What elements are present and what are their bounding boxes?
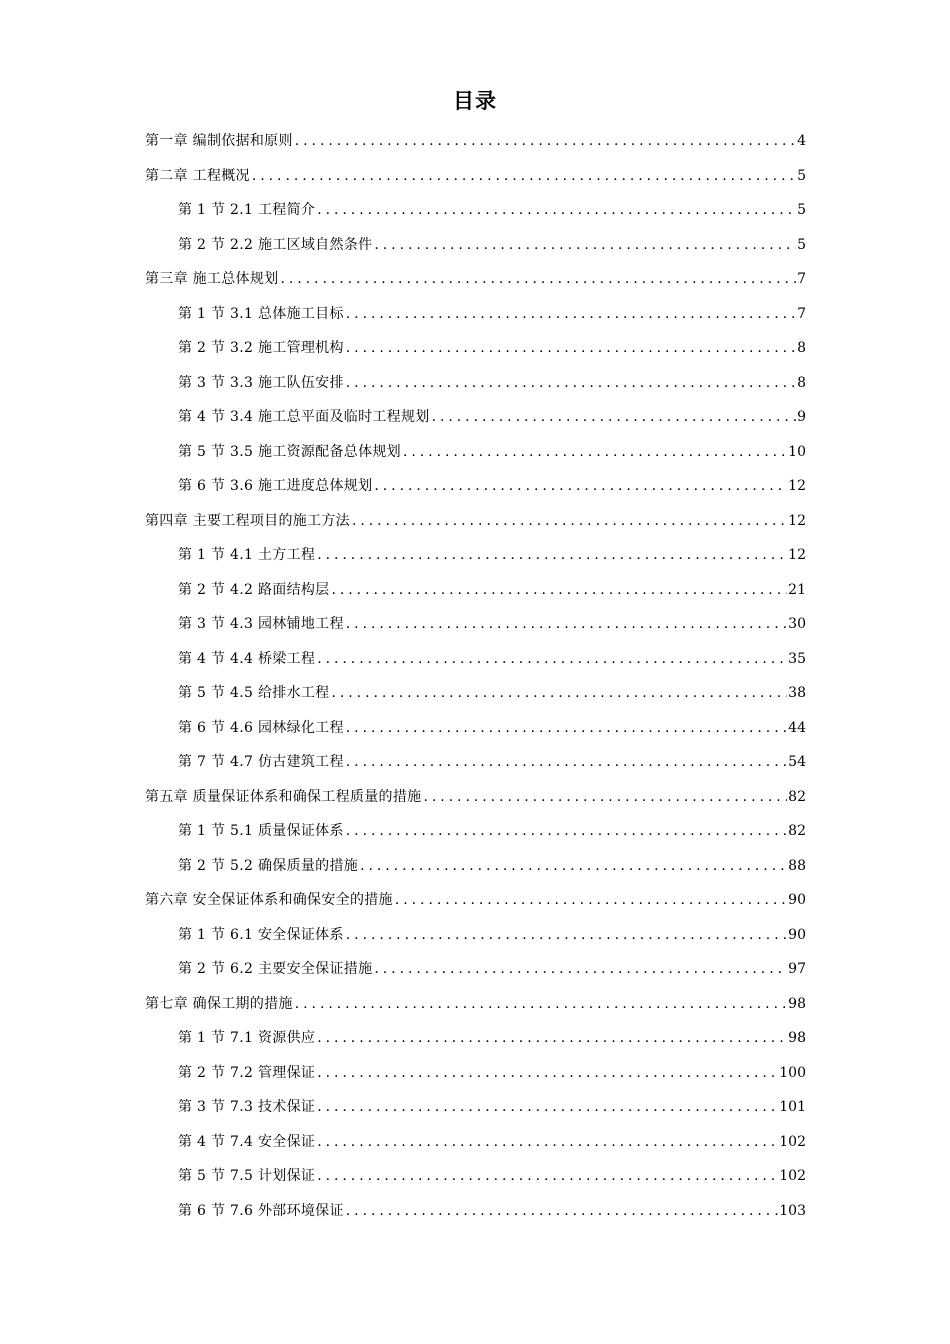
toc-entry-label: 第 1 节 5.1 质量保证体系 <box>178 823 344 840</box>
toc-entry-page-number: 21 <box>788 581 806 598</box>
toc-entry-section[interactable] <box>0 1090 950 1125</box>
toc-entry-label: 第 5 节 4.5 给排水工程 <box>178 685 330 702</box>
toc-entry-label: 第三章 施工总体规划 <box>145 271 279 288</box>
toc-entry-chapter[interactable] <box>0 262 950 297</box>
dot-leader <box>280 269 796 289</box>
toc-entry-page-number: 9 <box>797 409 806 426</box>
toc-entry-label: 第五章 质量保证体系和确保工程质量的措施 <box>145 788 422 805</box>
dot-leader <box>374 476 787 496</box>
toc-entry-section[interactable] <box>0 676 950 711</box>
toc-entry-label: 第 2 节 4.2 路面结构层 <box>178 581 330 598</box>
toc-entry-section[interactable] <box>0 366 950 401</box>
toc-entry-page-number: 82 <box>788 788 806 805</box>
toc-entry-section[interactable] <box>0 193 950 228</box>
toc-entry-section[interactable] <box>0 297 950 332</box>
toc-entry-page-number: 44 <box>788 719 806 736</box>
dot-leader <box>317 1166 778 1186</box>
toc-title: 目录 <box>453 89 497 113</box>
toc-entry-page-number: 97 <box>788 961 806 978</box>
dot-leader <box>423 787 787 807</box>
dot-leader <box>295 994 787 1014</box>
dot-leader <box>352 511 787 531</box>
toc-entry-section[interactable] <box>0 952 950 987</box>
dot-leader <box>317 200 796 220</box>
toc-entry-page-number: 7 <box>797 305 806 322</box>
toc-entry-page-number: 12 <box>788 512 806 529</box>
toc-entry-section[interactable] <box>0 331 950 366</box>
toc-entry-label: 第 1 节 2.1 工程简介 <box>178 202 316 219</box>
toc-entry-label: 第 4 节 3.4 施工总平面及临时工程规划 <box>178 409 430 426</box>
toc-entry-label: 第 1 节 4.1 土方工程 <box>178 547 316 564</box>
dot-leader <box>317 1063 778 1083</box>
toc-entry-page-number: 5 <box>797 236 806 253</box>
toc-entry-page-number: 103 <box>779 1202 806 1219</box>
toc-entry-label: 第 1 节 3.1 总体施工目标 <box>178 305 344 322</box>
toc-entry-section[interactable] <box>0 1056 950 1091</box>
toc-entry-section[interactable] <box>0 538 950 573</box>
toc-entry-page-number: 102 <box>779 1133 806 1150</box>
toc-entry-chapter[interactable] <box>0 987 950 1022</box>
toc-entry-label: 第 2 节 2.2 施工区域自然条件 <box>178 236 373 253</box>
dot-leader <box>295 131 796 151</box>
toc-entry-page-number: 35 <box>788 650 806 667</box>
toc-entry-label: 第 4 节 4.4 桥梁工程 <box>178 650 316 667</box>
toc-entry-page-number: 102 <box>779 1168 806 1185</box>
dot-leader <box>252 166 796 186</box>
toc-entry-page-number: 30 <box>788 616 806 633</box>
dot-leader <box>395 890 787 910</box>
toc-entry-section[interactable] <box>0 918 950 953</box>
toc-entry-label: 第四章 主要工程项目的施工方法 <box>145 512 350 529</box>
toc-entry-section[interactable] <box>0 1194 950 1229</box>
toc-entry-label: 第一章 编制依据和原则 <box>145 133 293 150</box>
dot-leader <box>317 1132 778 1152</box>
toc-entry-section[interactable] <box>0 1159 950 1194</box>
toc-entry-section[interactable] <box>0 642 950 677</box>
dot-leader <box>317 1028 787 1048</box>
toc-entry-section[interactable] <box>0 228 950 263</box>
dot-leader <box>432 407 797 427</box>
toc-entry-label: 第 2 节 7.2 管理保证 <box>178 1064 316 1081</box>
dot-leader <box>317 1097 778 1117</box>
dot-leader <box>403 442 787 462</box>
dot-leader <box>346 373 796 393</box>
toc-entry-label: 第二章 工程概况 <box>145 167 250 184</box>
dot-leader <box>346 614 787 634</box>
toc-list <box>0 124 950 1228</box>
dot-leader <box>346 338 796 358</box>
toc-entry-page-number: 5 <box>797 202 806 219</box>
toc-entry-label: 第 2 节 3.2 施工管理机构 <box>178 340 344 357</box>
toc-entry-page-number: 4 <box>797 133 806 150</box>
toc-entry-section[interactable] <box>0 607 950 642</box>
dot-leader <box>346 304 796 324</box>
toc-entry-page-number: 88 <box>788 857 806 874</box>
toc-entry-label: 第 6 节 7.6 外部环境保证 <box>178 1202 344 1219</box>
toc-entry-chapter[interactable] <box>0 780 950 815</box>
toc-entry-label: 第 3 节 7.3 技术保证 <box>178 1099 316 1116</box>
toc-entry-section[interactable] <box>0 814 950 849</box>
toc-entry-section[interactable] <box>0 469 950 504</box>
toc-entry-section[interactable] <box>0 745 950 780</box>
toc-entry-section[interactable] <box>0 1125 950 1160</box>
toc-entry-page-number: 7 <box>797 271 806 288</box>
toc-entry-label: 第 5 节 3.5 施工资源配备总体规划 <box>178 443 401 460</box>
toc-entry-page-number: 8 <box>797 340 806 357</box>
dot-leader <box>346 752 787 772</box>
toc-entry-section[interactable] <box>0 435 950 470</box>
toc-entry-page-number: 54 <box>788 754 806 771</box>
toc-entry-label: 第 1 节 7.1 资源供应 <box>178 1030 316 1047</box>
toc-entry-label: 第七章 确保工期的措施 <box>145 995 293 1012</box>
toc-entry-label: 第 2 节 6.2 主要安全保证措施 <box>178 961 373 978</box>
toc-entry-label: 第 1 节 6.1 安全保证体系 <box>178 926 344 943</box>
toc-entry-chapter[interactable] <box>0 159 950 194</box>
toc-entry-page-number: 98 <box>788 1030 806 1047</box>
toc-entry-page-number: 5 <box>797 167 806 184</box>
toc-entry-label: 第 3 节 4.3 园林铺地工程 <box>178 616 344 633</box>
dot-leader <box>331 683 787 703</box>
toc-entry-page-number: 101 <box>779 1099 806 1116</box>
toc-entry-section[interactable] <box>0 400 950 435</box>
dot-leader <box>346 925 787 945</box>
toc-entry-label: 第 5 节 7.5 计划保证 <box>178 1168 316 1185</box>
toc-entry-page-number: 38 <box>788 685 806 702</box>
toc-entry-page-number: 10 <box>788 443 806 460</box>
dot-leader <box>317 649 787 669</box>
dot-leader <box>374 959 787 979</box>
dot-leader <box>374 235 796 255</box>
dot-leader <box>331 580 787 600</box>
toc-entry-label: 第 2 节 5.2 确保质量的措施 <box>178 857 359 874</box>
toc-entry-page-number: 90 <box>788 926 806 943</box>
toc-entry-section[interactable] <box>0 573 950 608</box>
toc-entry-chapter[interactable] <box>0 504 950 539</box>
toc-entry-section[interactable] <box>0 711 950 746</box>
toc-entry-section[interactable] <box>0 849 950 884</box>
toc-entry-label: 第 3 节 3.3 施工队伍安排 <box>178 374 344 391</box>
toc-entry-section[interactable] <box>0 1021 950 1056</box>
toc-entry-label: 第 6 节 3.6 施工进度总体规划 <box>178 478 373 495</box>
dot-leader <box>346 718 787 738</box>
toc-entry-label: 第 7 节 4.7 仿古建筑工程 <box>178 754 344 771</box>
toc-entry-chapter[interactable] <box>0 883 950 918</box>
toc-entry-page-number: 12 <box>788 547 806 564</box>
toc-entry-page-number: 8 <box>797 374 806 391</box>
toc-entry-page-number: 12 <box>788 478 806 495</box>
toc-entry-label: 第六章 安全保证体系和确保安全的措施 <box>145 892 393 909</box>
toc-entry-page-number: 100 <box>779 1064 806 1081</box>
dot-leader <box>360 856 787 876</box>
toc-entry-page-number: 82 <box>788 823 806 840</box>
dot-leader <box>346 1201 778 1221</box>
toc-entry-page-number: 90 <box>788 892 806 909</box>
dot-leader <box>346 821 787 841</box>
dot-leader <box>317 545 787 565</box>
toc-entry-label: 第 4 节 7.4 安全保证 <box>178 1133 316 1150</box>
toc-entry-page-number: 98 <box>788 995 806 1012</box>
toc-entry-label: 第 6 节 4.6 园林绿化工程 <box>178 719 344 736</box>
toc-entry-chapter[interactable] <box>0 124 950 159</box>
